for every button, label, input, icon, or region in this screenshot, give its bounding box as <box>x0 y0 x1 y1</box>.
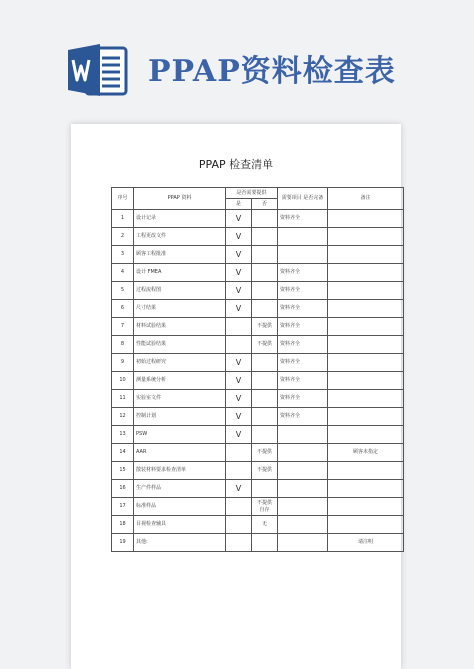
row-required-no <box>252 480 278 498</box>
row-item: 控制计划 <box>134 408 226 426</box>
table-row <box>112 282 404 300</box>
row-item: 工程更改文件 <box>134 228 226 246</box>
row-required-yes <box>226 516 252 534</box>
row-required-no <box>252 408 278 426</box>
table-row <box>112 246 404 264</box>
row-number: 14 <box>112 444 134 462</box>
row-required-yes: V <box>226 372 252 390</box>
header-no: 否 <box>252 199 278 210</box>
row-number: 12 <box>112 408 134 426</box>
table-row <box>112 462 404 480</box>
header-yes: 是 <box>226 199 252 210</box>
row-item: 设计记录 <box>134 210 226 228</box>
row-number: 1 <box>112 210 134 228</box>
row-complete <box>278 444 328 462</box>
table-row <box>112 372 404 390</box>
row-required-no <box>252 246 278 264</box>
row-item: 设计 FMEA <box>134 264 226 282</box>
row-required-yes <box>226 498 252 516</box>
row-required-no: 无 <box>252 516 278 534</box>
row-number: 10 <box>112 372 134 390</box>
row-required-no <box>252 426 278 444</box>
row-item: 生产件样品 <box>134 480 226 498</box>
row-number: 18 <box>112 516 134 534</box>
row-complete: 资料齐全 <box>278 264 328 282</box>
row-item: 顾客工程批准 <box>134 246 226 264</box>
row-required-yes <box>226 462 252 480</box>
row-required-no <box>252 264 278 282</box>
banner <box>0 0 474 120</box>
row-remark <box>328 318 404 336</box>
row-required-yes <box>226 444 252 462</box>
row-item: 实验室文件 <box>134 390 226 408</box>
row-complete: 资料齐全 <box>278 336 328 354</box>
row-remark <box>328 354 404 372</box>
row-number: 9 <box>112 354 134 372</box>
row-required-no: 不提供 <box>252 318 278 336</box>
row-item: AAR <box>134 444 226 462</box>
table-row <box>112 318 404 336</box>
row-number: 13 <box>112 426 134 444</box>
row-complete: 资料齐全 <box>278 390 328 408</box>
table-row <box>112 516 404 534</box>
row-required-no <box>252 390 278 408</box>
row-complete: 资料齐全 <box>278 300 328 318</box>
row-remark <box>328 390 404 408</box>
row-required-yes: V <box>226 246 252 264</box>
header-seq: 序号 <box>112 188 134 210</box>
row-number: 8 <box>112 336 134 354</box>
banner-title: PPAP资料检查表 <box>148 54 396 89</box>
row-remark <box>328 408 404 426</box>
row-number: 7 <box>112 318 134 336</box>
row-required-yes: V <box>226 300 252 318</box>
row-number: 6 <box>112 300 134 318</box>
table-row <box>112 498 404 516</box>
table-row <box>112 390 404 408</box>
row-item: PSW <box>134 426 226 444</box>
row-item: 材料试验结果 <box>134 318 226 336</box>
row-item: 性能试验结果 <box>134 336 226 354</box>
row-number: 3 <box>112 246 134 264</box>
row-remark <box>328 480 404 498</box>
table-row <box>112 354 404 372</box>
row-required-no <box>252 210 278 228</box>
row-remark <box>328 264 404 282</box>
row-complete: 资料齐全 <box>278 408 328 426</box>
table-row <box>112 534 404 552</box>
header-required-group: 是否需要提供 <box>226 188 278 199</box>
header-complete: 需要项目 是否完备 <box>278 188 328 210</box>
row-number: 16 <box>112 480 134 498</box>
row-required-no: 不提供 <box>252 462 278 480</box>
row-number: 19 <box>112 534 134 552</box>
row-remark: 请注明 <box>328 534 404 552</box>
row-required-yes: V <box>226 426 252 444</box>
row-remark: 顾客未指定 <box>328 444 404 462</box>
row-required-no <box>252 228 278 246</box>
row-remark <box>328 516 404 534</box>
row-item: 目视检查辅具 <box>134 516 226 534</box>
row-complete <box>278 426 328 444</box>
row-required-yes: V <box>226 390 252 408</box>
row-complete: 资料齐全 <box>278 282 328 300</box>
table-row <box>112 444 404 462</box>
row-item: 初始过程研究 <box>134 354 226 372</box>
row-number: 15 <box>112 462 134 480</box>
row-complete <box>278 498 328 516</box>
row-required-yes <box>226 534 252 552</box>
table-row <box>112 426 404 444</box>
row-item: 散装材料要求检查清单 <box>134 462 226 480</box>
row-item: 尺寸结果 <box>134 300 226 318</box>
row-number: 5 <box>112 282 134 300</box>
header-item: PPAP 资料 <box>134 188 226 210</box>
row-required-no: 不提供 <box>252 444 278 462</box>
row-required-no <box>252 534 278 552</box>
table-row <box>112 228 404 246</box>
row-required-yes <box>226 318 252 336</box>
row-required-yes: V <box>226 210 252 228</box>
row-remark <box>328 246 404 264</box>
row-required-no: 不提供 <box>252 336 278 354</box>
row-complete: 资料齐全 <box>278 372 328 390</box>
table-row <box>112 336 404 354</box>
row-required-no <box>252 300 278 318</box>
row-remark <box>328 228 404 246</box>
row-item: 其他: <box>134 534 226 552</box>
table-row <box>112 480 404 498</box>
checklist-table <box>111 187 404 552</box>
row-remark <box>328 282 404 300</box>
row-required-yes: V <box>226 408 252 426</box>
word-document-icon <box>66 42 128 96</box>
row-remark <box>328 210 404 228</box>
row-complete <box>278 516 328 534</box>
row-required-yes: V <box>226 282 252 300</box>
row-remark <box>328 426 404 444</box>
table-row <box>112 300 404 318</box>
row-complete <box>278 228 328 246</box>
document-page <box>71 124 401 669</box>
row-item: 测量系统分析 <box>134 372 226 390</box>
row-number: 17 <box>112 498 134 516</box>
row-required-yes: V <box>226 480 252 498</box>
row-complete: 资料齐全 <box>278 318 328 336</box>
row-required-no <box>252 354 278 372</box>
row-required-yes: V <box>226 354 252 372</box>
row-remark <box>328 336 404 354</box>
row-required-no: 不提供 自存 <box>252 498 278 516</box>
row-required-yes: V <box>226 228 252 246</box>
row-number: 2 <box>112 228 134 246</box>
document-title: PPAP 检查清单 <box>198 158 274 171</box>
row-remark <box>328 462 404 480</box>
row-complete <box>278 462 328 480</box>
row-required-yes <box>226 336 252 354</box>
row-remark <box>328 372 404 390</box>
row-complete: 资料齐全 <box>278 354 328 372</box>
row-remark <box>328 300 404 318</box>
row-complete <box>278 480 328 498</box>
row-required-yes: V <box>226 264 252 282</box>
header-remark: 备注 <box>328 188 404 210</box>
table-row <box>112 210 404 228</box>
row-remark <box>328 498 404 516</box>
row-complete: 资料齐全 <box>278 210 328 228</box>
header-row-1 <box>112 188 404 199</box>
row-item: 标准样品 <box>134 498 226 516</box>
row-complete <box>278 534 328 552</box>
row-required-no <box>252 372 278 390</box>
table-row <box>112 408 404 426</box>
row-number: 4 <box>112 264 134 282</box>
row-required-no <box>252 282 278 300</box>
row-number: 11 <box>112 390 134 408</box>
row-complete <box>278 246 328 264</box>
row-item: 过程流程图 <box>134 282 226 300</box>
table-row <box>112 264 404 282</box>
